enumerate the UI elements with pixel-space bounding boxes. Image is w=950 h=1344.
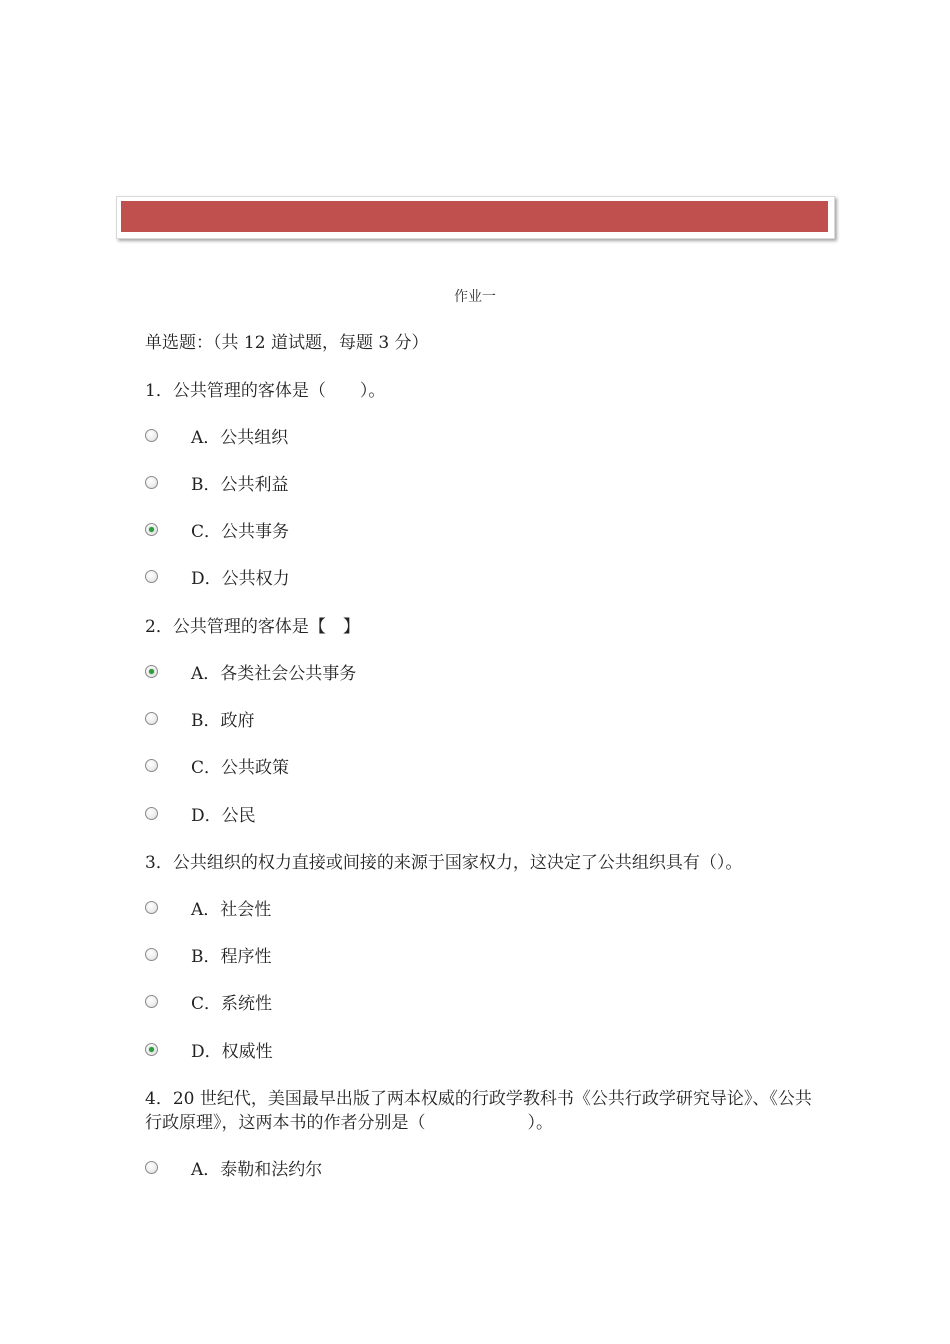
question-3-option-d[interactable] bbox=[145, 1040, 273, 1064]
option-label: C．公共事务 bbox=[191, 522, 290, 542]
radio-button[interactable] bbox=[145, 759, 158, 772]
question-1-option-c[interactable] bbox=[145, 520, 290, 544]
option-label: D．权威性 bbox=[191, 1042, 273, 1062]
radio-button-selected[interactable] bbox=[145, 523, 158, 536]
question-2-text: 2．公共管理的客体是【 】 bbox=[145, 617, 360, 637]
radio-button[interactable] bbox=[145, 995, 158, 1008]
question-4-option-a[interactable] bbox=[145, 1158, 323, 1182]
radio-button[interactable] bbox=[145, 807, 158, 820]
option-label: C．公共政策 bbox=[191, 758, 290, 778]
question-1-option-b[interactable] bbox=[145, 473, 289, 497]
question-3-option-c[interactable] bbox=[145, 992, 273, 1016]
radio-button[interactable] bbox=[145, 476, 158, 489]
question-4-text: 4．20 世纪代，美国最早出版了两本权威的行政学教科书《公共行政学研究导论》、《公共行政原理》，这两本书的作者分别是（ ）。 bbox=[145, 1089, 812, 1133]
question-1-text: 1．公共管理的客体是（ ）。 bbox=[145, 381, 386, 401]
question-3-option-a[interactable] bbox=[145, 898, 272, 922]
radio-button[interactable] bbox=[145, 948, 158, 961]
radio-button[interactable] bbox=[145, 429, 158, 442]
option-label: D．公共权力 bbox=[191, 569, 290, 589]
section-header: 单选题：（共 12 道试题，每题 3 分） bbox=[145, 333, 429, 353]
question-1-option-a[interactable] bbox=[145, 426, 289, 450]
radio-button-selected[interactable] bbox=[145, 1043, 158, 1056]
option-label: D．公民 bbox=[191, 806, 256, 826]
question-2-option-c[interactable] bbox=[145, 756, 290, 780]
header-banner-bar bbox=[121, 201, 828, 232]
option-label: A．社会性 bbox=[191, 900, 272, 920]
question-3-option-b[interactable] bbox=[145, 945, 272, 969]
question-3-text: 3．公共组织的权力直接或间接的来源于国家权力，这决定了公共组织具有（）。 bbox=[145, 853, 743, 873]
option-label: B．程序性 bbox=[191, 947, 272, 967]
question-2-option-a[interactable] bbox=[145, 662, 357, 686]
option-label: C．系统性 bbox=[191, 994, 273, 1014]
option-label: B．政府 bbox=[191, 711, 255, 731]
document-title: 作业一 bbox=[454, 289, 496, 305]
radio-button[interactable] bbox=[145, 1161, 158, 1174]
question-2-option-d[interactable] bbox=[145, 804, 256, 828]
radio-button-selected[interactable] bbox=[145, 665, 158, 678]
option-label: B．公共利益 bbox=[191, 475, 289, 495]
option-label: A．各类社会公共事务 bbox=[191, 664, 357, 684]
radio-button[interactable] bbox=[145, 712, 158, 725]
question-1-option-d[interactable] bbox=[145, 567, 290, 591]
radio-button[interactable] bbox=[145, 570, 158, 583]
radio-button[interactable] bbox=[145, 901, 158, 914]
option-label: A．泰勒和法约尔 bbox=[191, 1160, 323, 1180]
header-banner bbox=[116, 196, 835, 239]
option-label: A．公共组织 bbox=[191, 428, 289, 448]
question-2-option-b[interactable] bbox=[145, 709, 255, 733]
